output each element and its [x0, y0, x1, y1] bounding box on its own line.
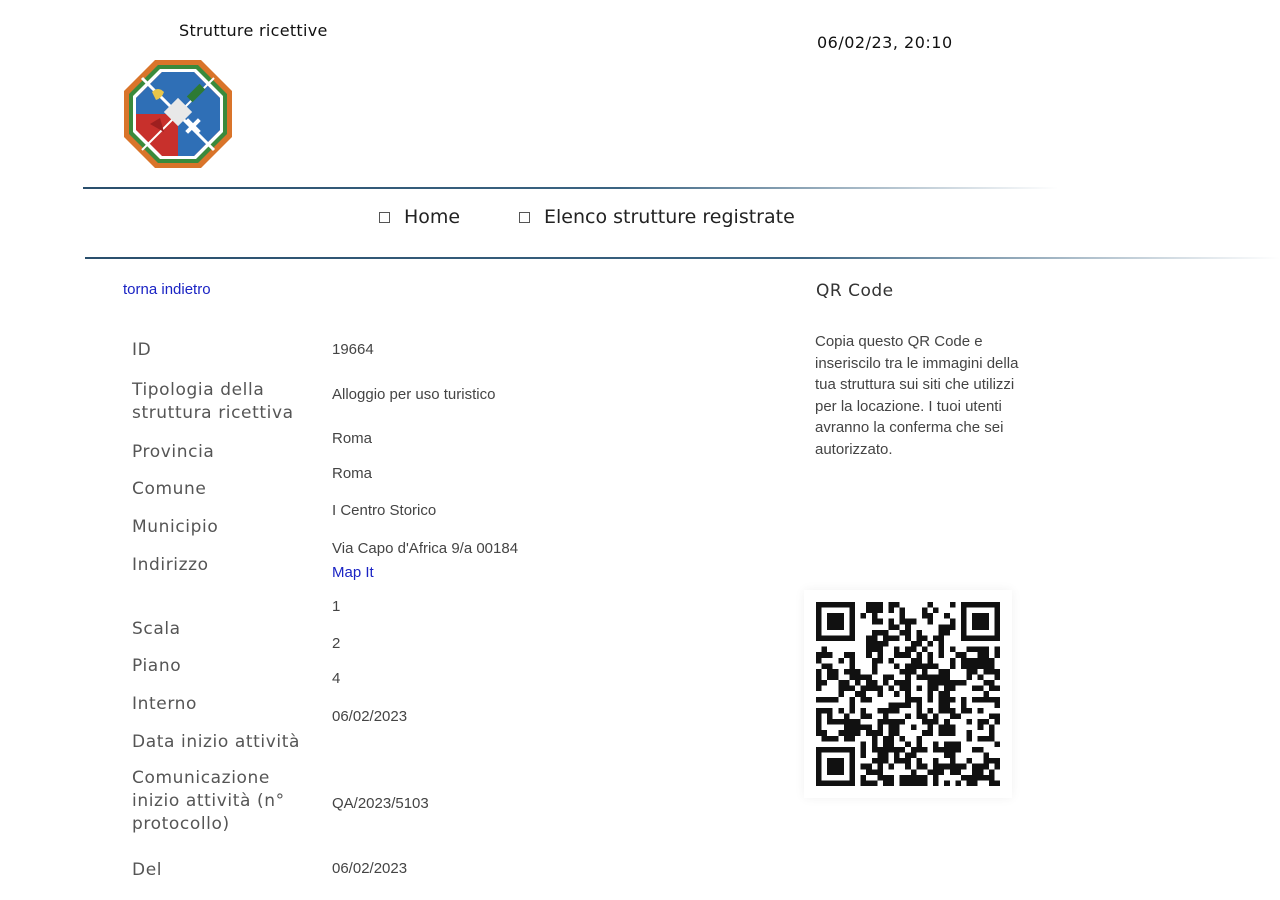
- site-title: Strutture ricettive: [179, 21, 328, 40]
- nav-home-icon: [379, 212, 390, 223]
- label-id: ID: [132, 340, 152, 360]
- value-del: 06/02/2023: [332, 860, 408, 877]
- value-interno: 4: [332, 670, 341, 687]
- value-tipologia: Alloggio per uso turistico: [332, 386, 496, 403]
- label-indirizzo: Indirizzo: [132, 555, 209, 575]
- value-scala: 1: [332, 598, 341, 615]
- value-id: 19664: [332, 341, 374, 358]
- value-comunicazione: QA/2023/5103: [332, 795, 429, 812]
- header-divider-top: [83, 187, 1058, 189]
- label-comune: Comune: [132, 479, 207, 499]
- back-link[interactable]: torna indietro: [123, 281, 211, 298]
- map-it-link[interactable]: Map It: [332, 564, 374, 581]
- label-piano: Piano: [132, 656, 182, 676]
- qr-title: QR Code: [816, 281, 894, 301]
- header-datetime: 06/02/23, 20:10: [817, 33, 953, 52]
- nav-home[interactable]: [379, 206, 460, 228]
- label-data-inizio: Data inizio attività: [132, 732, 301, 752]
- label-provincia: Provincia: [132, 442, 215, 462]
- nav-elenco-icon: [519, 212, 530, 223]
- label-tipologia-line2: struttura ricettiva: [132, 403, 294, 423]
- value-provincia: Roma: [332, 430, 373, 447]
- label-comunicazione-line2: inizio attività (n°: [132, 791, 285, 811]
- value-comune: Roma: [332, 465, 373, 482]
- qr-code-graphic: [816, 602, 1000, 786]
- label-interno: Interno: [132, 694, 197, 714]
- value-data-inizio: 06/02/2023: [332, 708, 408, 725]
- qr-code-image[interactable]: [804, 590, 1012, 798]
- label-comunicazione-line1: Comunicazione: [132, 768, 270, 788]
- value-piano: 2: [332, 635, 341, 652]
- label-comunicazione: [132, 767, 285, 836]
- qr-description: Copia questo QR Code e inseriscilo tra le immagini della tua struttura sui siti che utilizzi per la locazione. I tuoi utenti avranno la conferma che sei autorizzato.: [815, 333, 1019, 458]
- value-municipio: I Centro Storico: [332, 502, 437, 519]
- label-municipio: Municipio: [132, 517, 219, 537]
- header-divider-bottom: [85, 257, 1280, 259]
- nav-elenco-strutture[interactable]: [519, 206, 795, 228]
- label-tipologia-line1: Tipologia della: [132, 380, 265, 400]
- region-emblem-logo: [122, 58, 234, 170]
- label-comunicazione-line3: protocollo): [132, 814, 230, 834]
- nav-elenco-label: Elenco strutture registrate: [544, 206, 795, 228]
- nav-home-label: Home: [404, 206, 461, 228]
- label-del: Del: [132, 860, 163, 880]
- value-indirizzo: Via Capo d'Africa 9/a 00184: [332, 540, 519, 557]
- label-scala: Scala: [132, 619, 181, 639]
- label-tipologia: [132, 379, 294, 425]
